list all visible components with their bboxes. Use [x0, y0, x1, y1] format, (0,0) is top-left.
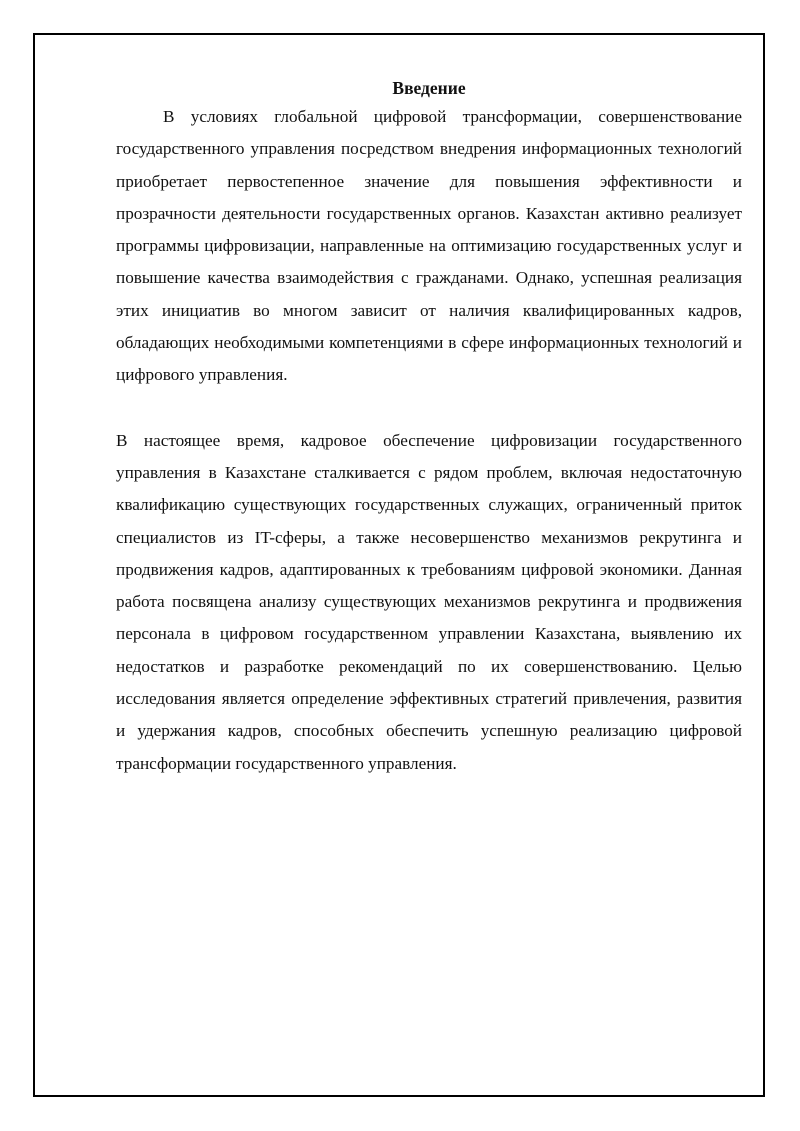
document-title: Введение [392, 78, 466, 98]
document-body [116, 75, 742, 780]
paragraph-spacer [116, 392, 742, 425]
paragraph-intro: В условиях глобальной цифровой трансформации, совершенствование государственного управления посредством внедрения информационных технологий приобретает первостепенное значение для повышения эффективности и прозрачности деятельности государственных органов. Казахстан активно реализует программы цифровизации, направленные на оптимизацию государственных услуг и повышение качества взаимодействия с гражданами. Однако, успешная реализация этих инициатив во многом зависит от наличия квалифицированных кадров, обладающих необходимыми компетенциями в сфере информационных технологий и цифрового управления. [116, 107, 742, 385]
paragraph-problems: В настоящее время, кадровое обеспечение цифровизации государственного управления в Казахстане сталкивается с рядом проблем, включая недостаточную квалификацию существующих государственных служащих, ограниченный приток специалистов из IT-сферы, а также несовершенство механизмов рекрутинга и продвижения кадров, адаптированных к требованиям цифровой экономики. Данная работа посвящена анализу существующих механизмов рекрутинга и продвижения персонала в цифровом государственном управлении Казахстана, выявлению их недостатков и разработке рекомендаций по их совершенствованию. Целью исследования является определение эффективных стратегий привлечения, развития и удержания кадров, способных обеспечить успешную реализацию цифровой трансформации государственного управления. [116, 430, 742, 773]
